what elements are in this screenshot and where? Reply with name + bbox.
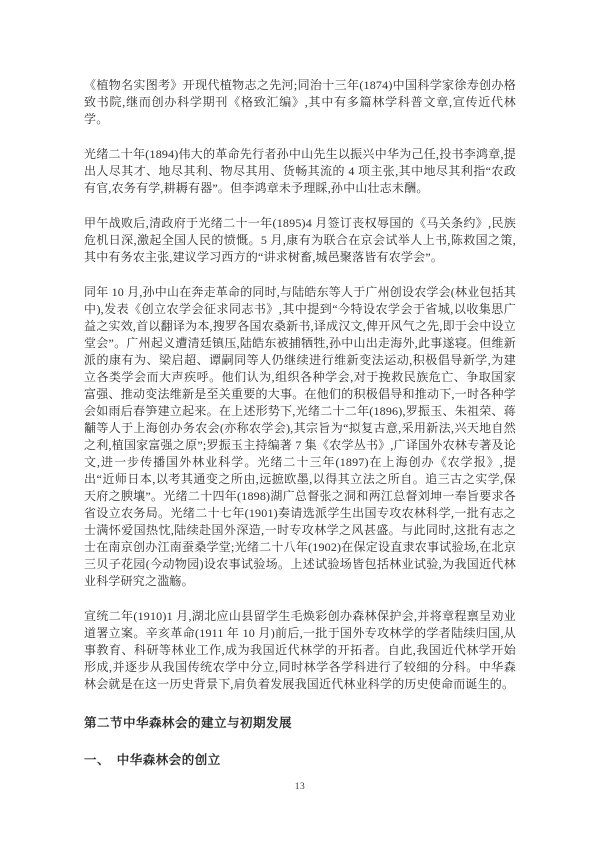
- section-heading: 第二节中华森林会的建立与初期发展: [84, 716, 293, 730]
- subsection-heading: 一、 中华森林会的创立: [84, 753, 221, 767]
- paragraph: 《植物名实图考》开现代植物志之先河;同治十三年(1874)中国科学家徐寿创办格致书院,继而创办科学期刊《格致汇编》,其中有多篇林学科普文章,宣传近代林学。: [84, 78, 516, 126]
- text-block: [84, 0, 516, 769]
- page-number: 13: [294, 782, 306, 792]
- paragraph: 宣统二年(1910)1 月,湖北应山县留学生毛焕彩创办森林保护会,并将章程禀呈劝业道署立案。辛亥革命(1911 年 10 月)前后,一批于国外专攻林学的学者陆续归国,从事教育、科研等林业工作,成为我国近代林学的开拓者。自此,我国近代林学开始形成,并逐步从我国传统农学中分立,同时林学各学科进行了较细的分科。中华森林会就是在这一历史背景下,肩负着发展我国近代林业科学的历史使命而诞生的。: [84, 609, 516, 691]
- paragraph: 甲午战败后,清政府于光绪二十一年(1895)4 月签订丧权辱国的《马关条约》,民族危机日深,激起全国人民的愤慨。5 月,康有为联合在京会试举人上书,陈救国之策,其中有务农主张,建议学习西方的“讲求树畜,城邑聚落皆有农学会”。: [84, 216, 516, 264]
- paragraph: 光绪二十年(1894)伟大的革命先行者孙中山先生以振兴中华为己任,投书李鸿章,提出人尽其才、地尽其利、物尽其用、货畅其流的 4 项主张,其中地尽其利指“农政有官,农务有学,耕耨有器”。但李鸿章未予理睬,孙中山壮志未酬。: [84, 147, 516, 195]
- paragraph: 同年 10 月,孙中山在奔走革命的同时,与陆皓东等人于广州创设农学会(林业包括其中),发表《创立农学会征求同志书》,其中提到“今特设农学会于省城,以收集思广益之实效,首以翻译为本,搜罗各国农桑新书,译成汉文,俾开风气之先,即于会中设立堂会”。广州起义遭清廷镇压,陆皓东被捕牺牲,孙中山出走海外,此事遂寝。但维新派的康有为、梁启超、谭嗣同等人仍继续进行维新变法运动,积极倡导新学,为建立各类学会而大声疾呼。他们认为,组织各种学会,对于挽救民族危亡、争取国家富强、推动变法维新是至关重要的大事。在他们的积极倡导和推动下,一时各种学会如雨后春笋建立起来。在上述形势下,光绪二十二年(1896),罗振玉、朱祖荣、蒋黼等人于上海创办务农会(亦称农学会),其宗旨为“拟复古意,采用新法,兴天地自然之利,植国家富强之原”;罗振玉主持编著 7 集《农学丛书》,广译国外农林专著及论文,进一步传播国外林业科学。光绪二十三年(1897)在上海创办《农学报》,提出“近师日本,以考其通变之所由,远摭欧墨,以得其立法之所自。追三古之实学,保天府之腴壤”。光绪二十四年(1898)湖广总督张之洞和两江总督刘坤一奉旨要求各省设立农务局。光绪二十七年(1901)奏请选派学生出国专攻农林科学,一批有志之士满怀爱国热忱,陆续赴国外深造,一时专攻林学之风甚盛。与此同时,这批有志之士在南京创办江南蚕桑学堂;光绪二十八年(1902)在保定设直隶农事试验场,在北京三贝子花园(今动物园)设农事试验场。上述试验场皆包括林业试验,为我国近代林业科学研究之滥觞。: [84, 285, 516, 588]
